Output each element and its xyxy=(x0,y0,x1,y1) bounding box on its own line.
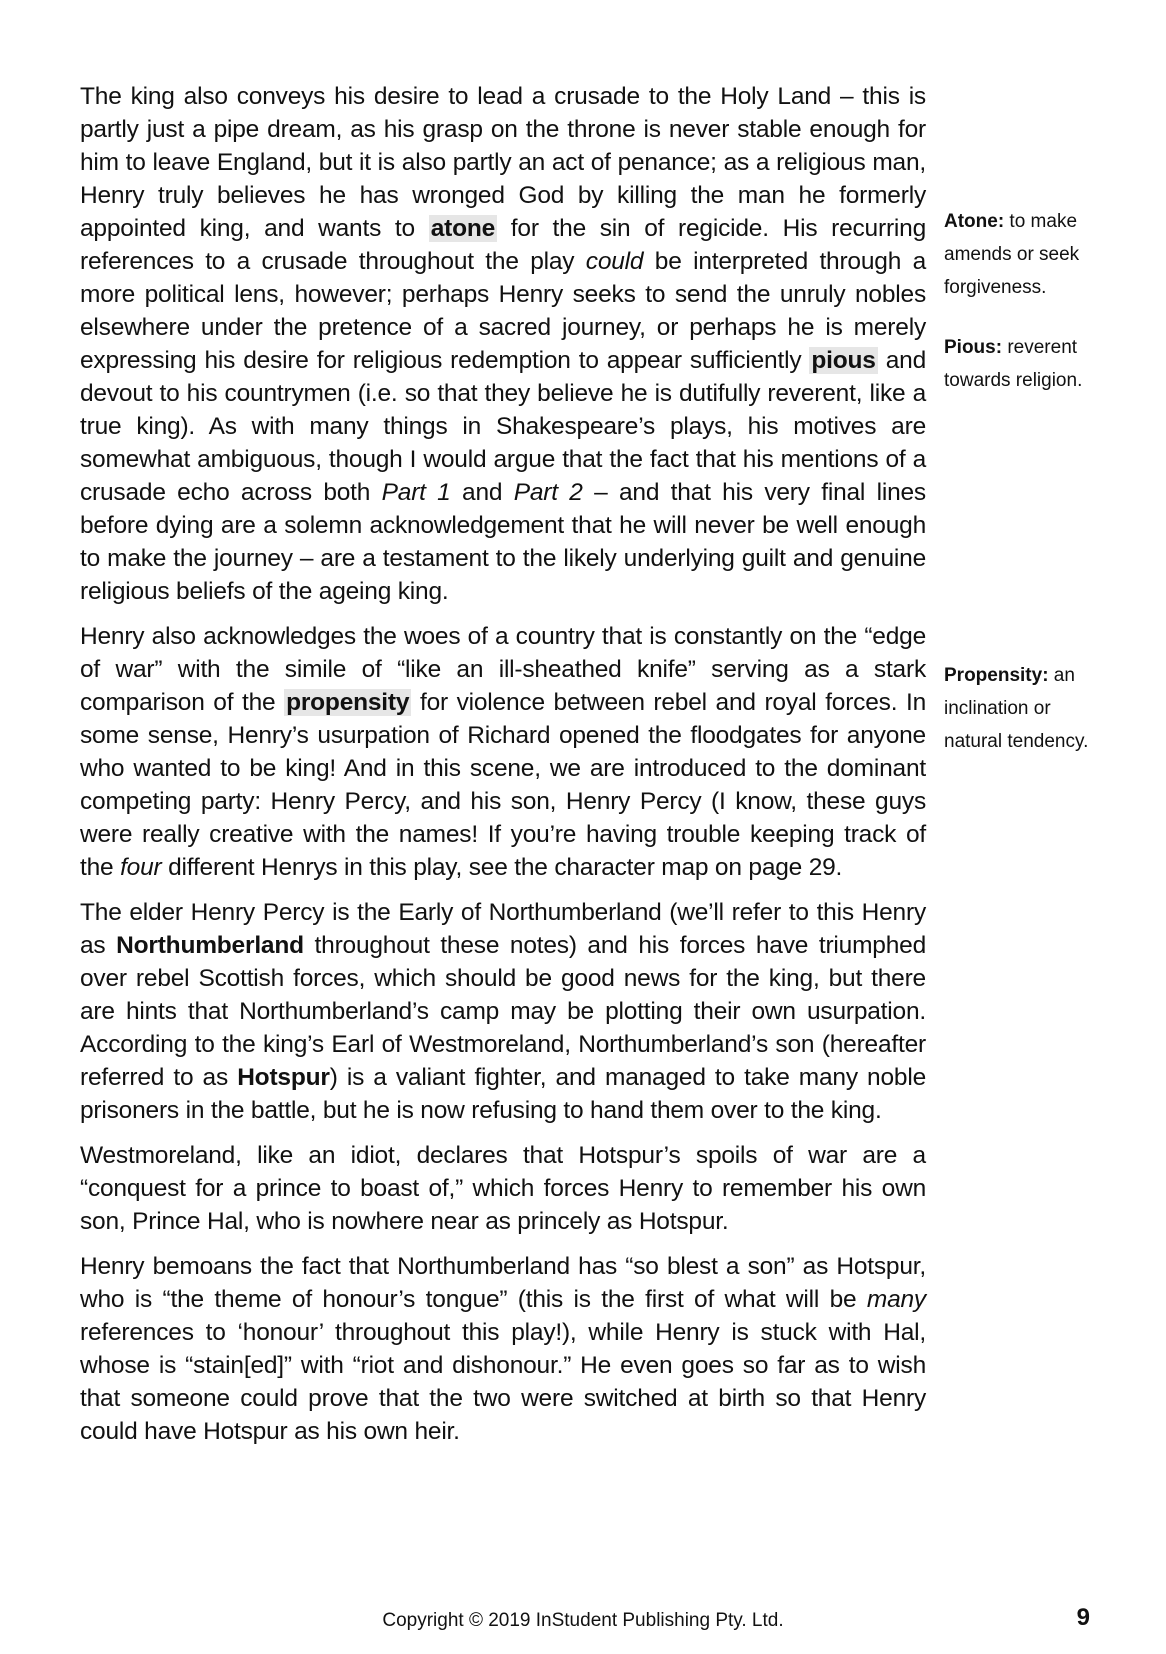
page-number: 9 xyxy=(1076,1604,1090,1631)
glossary-term: Propensity: xyxy=(944,665,1049,686)
glossary-note-propensity xyxy=(944,659,1104,758)
footer-copyright: Copyright © 2019 InStudent Publishing Pty. Ltd. xyxy=(382,1610,784,1631)
italic-text: Part 2 xyxy=(513,479,583,506)
text-run: The king also conveys his desire to lead a crusade to the Holy Land – this is partly just a pipe dream, as his grasp on the throne is never stable enough for him to leave England, but it is also partly an act of penance; as a religious man, Henry truly believes he has wronged God by killing the man he formerly appointed king, and wants to xyxy=(80,83,926,242)
body-paragraph xyxy=(80,620,926,884)
italic-text: could xyxy=(585,248,644,275)
text-run: references to ‘honour’ throughout this play!), while Henry is stuck with Hal, whose is “stain[ed]” with “riot and dishonour.” He even goes so far as to wish that someone could prove that the two were switched at birth so that Henry could have Hotspur as his own heir. xyxy=(80,1319,926,1445)
bold-text: Northumberland xyxy=(116,932,304,959)
text-run: Henry bemoans the fact that Northumberland has “so blest a son” as Hotspur, who is “the theme of honour’s tongue” (this is the first of what will be xyxy=(80,1253,926,1313)
glossary-definition: to make amends or seek forgiveness. xyxy=(944,211,1080,298)
glossary-definition: an inclination or natural tendency. xyxy=(944,665,1089,752)
glossary-definition: reverent towards religion. xyxy=(944,337,1083,391)
glossary-highlight: atone xyxy=(430,215,496,242)
glossary-term: Atone: xyxy=(944,211,1005,232)
text-run: different Henrys in this play, see the character map on page 29. xyxy=(161,854,843,881)
main-text-column xyxy=(80,80,926,1460)
glossary-note-pious xyxy=(944,331,1104,397)
glossary-highlight: propensity xyxy=(286,689,410,716)
text-run: – and that his very final lines before dying are a solemn acknowledgement that he will never be well enough to make the journey – are a testament to the likely underlying guilt and genuine religious beliefs of the ageing king. xyxy=(80,479,926,605)
bold-text: Hotspur xyxy=(237,1064,330,1091)
glossary-term: Pious: xyxy=(944,337,1003,358)
text-run: and xyxy=(450,479,514,506)
glossary-highlight: pious xyxy=(811,347,876,374)
body-paragraph xyxy=(80,896,926,1127)
text-run: Henry also acknowledges the woes of a country that is constantly on the “edge of war” with the simile of “like an ill-sheathed knife” serving as a stark comparison of the xyxy=(80,623,926,716)
text-run: ) is a valiant fighter, and managed to take many noble prisoners in the battle, but he is now refusing to hand them over to the king. xyxy=(80,1064,926,1124)
text-run: for the sin of regicide. His recurring references to a crusade throughout the play xyxy=(80,215,926,275)
body-paragraph xyxy=(80,80,926,608)
text-run: Westmoreland, like an idiot, declares that Hotspur’s spoils of war are a “conquest for a prince to boast of,” which forces Henry to remember his own son, Prince Hal, who is nowhere near as princely as Hotspur. xyxy=(80,1142,926,1235)
text-run: for violence between rebel and royal forces. In some sense, Henry’s usurpation of Richard opened the floodgates for anyone who wanted to be king! And in this scene, we are introduced to the dominant competing party: Henry Percy, and his son, Henry Percy (I know, these guys were really creative with the names! If you’re having trouble keeping track of the xyxy=(80,689,926,881)
body-paragraph xyxy=(80,1139,926,1238)
glossary-note-atone xyxy=(944,205,1104,304)
text-run: throughout these notes) and his forces have triumphed over rebel Scottish forces, which should be good news for the king, but there are hints that Northumberland’s camp may be plotting their own usurpation. According to the king’s Earl of Westmoreland, Northumberland’s son (hereafter referred to as xyxy=(80,932,926,1091)
text-run: and devout to his countrymen (i.e. so that they believe he is dutifully reverent, like a true king). As with many things in Shakespeare’s plays, his motives are somewhat ambiguous, though I would argue that the fact that his mentions of a crusade echo across both xyxy=(80,347,926,506)
body-paragraph xyxy=(80,1250,926,1448)
italic-text: Part 1 xyxy=(381,479,451,506)
italic-text: many xyxy=(866,1286,926,1313)
text-run: The elder Henry Percy is the Early of Northumberland (we’ll refer to this Henry as xyxy=(80,899,926,959)
italic-text: four xyxy=(120,854,162,881)
text-run: be interpreted through a more political lens, however; perhaps Henry seeks to send the unruly nobles elsewhere under the pretence of a sacred journey, or perhaps he is merely expressing his desire for religious redemption to appear sufficiently xyxy=(80,248,926,374)
